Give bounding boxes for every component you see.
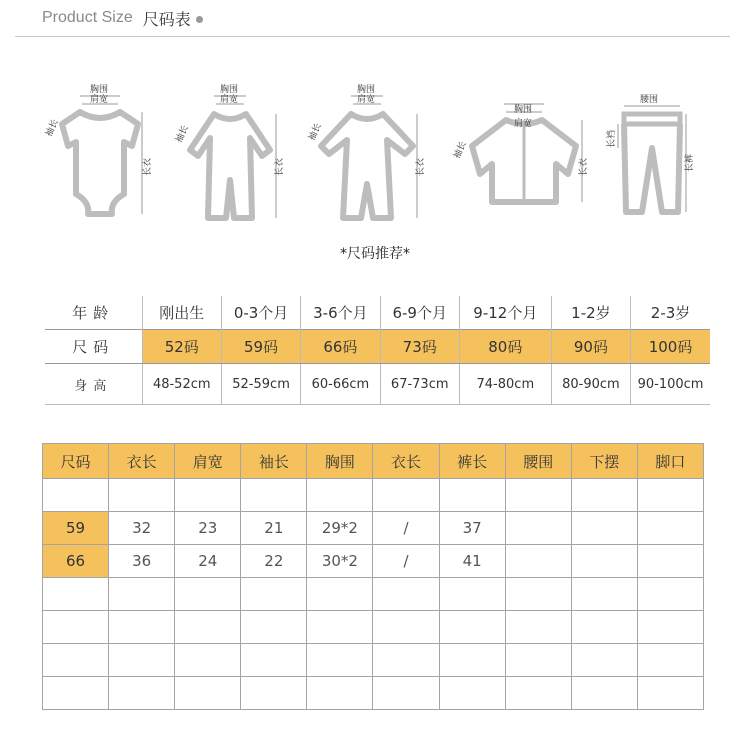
romper2-chest-label: 胸围 <box>357 85 376 95</box>
size-cell <box>43 677 109 710</box>
age-cell: 2-3岁 <box>631 296 710 330</box>
size-cell: 52码 <box>142 330 221 364</box>
size-cell: 59 <box>43 512 109 545</box>
recommend-title: *尺码推荐* <box>340 246 410 262</box>
size-recommend-table <box>45 296 710 405</box>
measurement-header-row <box>43 444 704 479</box>
measure-cell: 23 <box>175 512 241 545</box>
measure-cell <box>637 545 703 578</box>
size-row <box>45 330 710 364</box>
pants-waist-label: 腰围 <box>640 95 659 105</box>
table-row <box>43 677 704 710</box>
measure-cell <box>439 677 505 710</box>
measure-cell <box>637 644 703 677</box>
size-cell: 59码 <box>221 330 300 364</box>
age-cell: 9-12个月 <box>459 296 551 330</box>
measure-cell <box>505 512 571 545</box>
height-cell: 80-90cm <box>551 364 630 405</box>
jacket-shoulder-label: 肩宽 <box>514 119 533 129</box>
size-row-label: 尺码 <box>45 330 142 364</box>
measure-cell: 32 <box>109 512 175 545</box>
measurement-table-body <box>43 444 704 710</box>
size-cell <box>43 578 109 611</box>
size-cell: 90码 <box>551 330 630 364</box>
romper2-sleeve-label: 袖长 <box>307 121 324 143</box>
column-header: 腰围 <box>505 444 571 479</box>
age-row-label: 年龄 <box>72 304 115 322</box>
table-row <box>43 644 704 677</box>
measure-cell <box>109 479 175 512</box>
header-divider <box>15 36 730 37</box>
measure-cell <box>307 479 373 512</box>
garment-diagrams <box>0 85 750 230</box>
measure-cell <box>175 611 241 644</box>
romper2-length-label: 长衣 <box>416 157 426 176</box>
romper1-diagram <box>170 85 290 225</box>
table-row <box>43 512 704 545</box>
height-row <box>45 364 710 405</box>
column-header: 尺码 <box>43 444 109 479</box>
height-cell: 90-100cm <box>631 364 710 405</box>
age-cell: 6-9个月 <box>380 296 459 330</box>
height-cell: 52-59cm <box>221 364 300 405</box>
size-cell <box>43 644 109 677</box>
height-cell: 67-73cm <box>380 364 459 405</box>
measure-cell <box>637 479 703 512</box>
table-row <box>43 611 704 644</box>
jacket-diagram <box>450 90 600 225</box>
size-cell: 80码 <box>459 330 551 364</box>
measure-cell: / <box>373 545 439 578</box>
column-header: 胸围 <box>307 444 373 479</box>
table-row <box>43 545 704 578</box>
header-dot <box>196 16 203 23</box>
measure-cell: 37 <box>439 512 505 545</box>
age-cell: 刚出生 <box>142 296 221 330</box>
measure-cell <box>505 677 571 710</box>
measure-cell <box>307 644 373 677</box>
measure-cell <box>439 611 505 644</box>
romper2-shoulder-label: 肩宽 <box>357 95 376 105</box>
measure-cell <box>571 578 637 611</box>
measure-cell <box>637 512 703 545</box>
measure-cell <box>637 578 703 611</box>
size-cell: 73码 <box>380 330 459 364</box>
jacket-chest-label: 胸围 <box>514 105 533 115</box>
measure-cell: 29*2 <box>307 512 373 545</box>
measure-cell <box>373 479 439 512</box>
measure-cell <box>241 578 307 611</box>
column-header: 裤长 <box>439 444 505 479</box>
measure-cell <box>109 677 175 710</box>
bodysuit-diagram <box>40 85 160 225</box>
romper1-sleeve-label: 袖长 <box>174 123 191 145</box>
measure-cell <box>373 578 439 611</box>
measure-cell <box>439 578 505 611</box>
measure-cell <box>571 512 637 545</box>
measure-cell <box>109 644 175 677</box>
measure-cell: / <box>373 512 439 545</box>
age-row <box>45 296 710 330</box>
measure-cell <box>505 611 571 644</box>
page-header <box>42 6 203 30</box>
measure-cell <box>241 479 307 512</box>
measure-cell <box>241 644 307 677</box>
age-cell: 3-6个月 <box>301 296 380 330</box>
measure-cell <box>505 545 571 578</box>
measure-cell: 36 <box>109 545 175 578</box>
bodysuit-chest-label: 胸围 <box>90 85 109 95</box>
column-header: 脚口 <box>637 444 703 479</box>
measure-cell <box>571 545 637 578</box>
measure-cell <box>241 677 307 710</box>
measure-cell <box>373 611 439 644</box>
measure-cell <box>175 677 241 710</box>
jacket-sleeve-label: 袖长 <box>452 139 469 161</box>
measure-cell <box>505 479 571 512</box>
measure-cell: 41 <box>439 545 505 578</box>
size-cell <box>43 479 109 512</box>
size-cell: 66码 <box>301 330 380 364</box>
age-cell: 1-2岁 <box>551 296 630 330</box>
height-cell: 74-80cm <box>459 364 551 405</box>
romper1-shoulder-label: 肩宽 <box>220 95 239 105</box>
table-row <box>43 578 704 611</box>
size-cell: 100码 <box>631 330 710 364</box>
measure-cell <box>307 611 373 644</box>
size-cell <box>43 611 109 644</box>
measure-cell <box>109 578 175 611</box>
measure-cell <box>307 578 373 611</box>
height-cell: 48-52cm <box>142 364 221 405</box>
measure-cell <box>505 578 571 611</box>
measure-cell <box>637 611 703 644</box>
pants-length-label: 长裤 <box>685 153 695 172</box>
column-header: 衣长 <box>109 444 175 479</box>
measure-cell <box>571 677 637 710</box>
column-header: 下摆 <box>571 444 637 479</box>
size-cell: 66 <box>43 545 109 578</box>
measure-cell: 24 <box>175 545 241 578</box>
measure-cell <box>373 644 439 677</box>
measure-cell <box>637 677 703 710</box>
column-header: 衣长 <box>373 444 439 479</box>
column-header: 袖长 <box>241 444 307 479</box>
height-cell: 60-66cm <box>301 364 380 405</box>
bodysuit-shoulder-label: 肩宽 <box>90 95 109 105</box>
measure-cell <box>373 677 439 710</box>
measure-cell <box>175 479 241 512</box>
pants-crotch-label: 长裆 <box>607 129 617 148</box>
romper2-diagram <box>305 85 430 225</box>
measure-cell: 21 <box>241 512 307 545</box>
measure-cell <box>241 611 307 644</box>
measure-cell <box>571 479 637 512</box>
measure-cell <box>571 644 637 677</box>
measure-cell: 22 <box>241 545 307 578</box>
measure-cell <box>109 611 175 644</box>
measure-cell <box>505 644 571 677</box>
column-header: 肩宽 <box>175 444 241 479</box>
height-row-label: 身高 <box>45 364 142 405</box>
romper1-length-label: 长衣 <box>275 157 285 176</box>
bodysuit-length-label: 长衣 <box>143 157 153 176</box>
measure-cell <box>571 611 637 644</box>
measure-cell <box>307 677 373 710</box>
header-title-en: Product Size <box>42 9 133 26</box>
pants-diagram <box>607 90 710 225</box>
age-cell: 0-3个月 <box>221 296 300 330</box>
measurement-table <box>42 443 704 710</box>
romper1-chest-label: 胸围 <box>220 85 239 95</box>
measure-cell <box>439 479 505 512</box>
table-row <box>43 479 704 512</box>
jacket-length-label: 长衣 <box>579 157 589 176</box>
header-title-cn: 尺码表 <box>142 9 191 29</box>
bodysuit-sleeve-label: 袖长 <box>44 117 61 139</box>
measure-cell <box>175 578 241 611</box>
measure-cell <box>175 644 241 677</box>
measure-cell <box>439 644 505 677</box>
measure-cell: 30*2 <box>307 545 373 578</box>
